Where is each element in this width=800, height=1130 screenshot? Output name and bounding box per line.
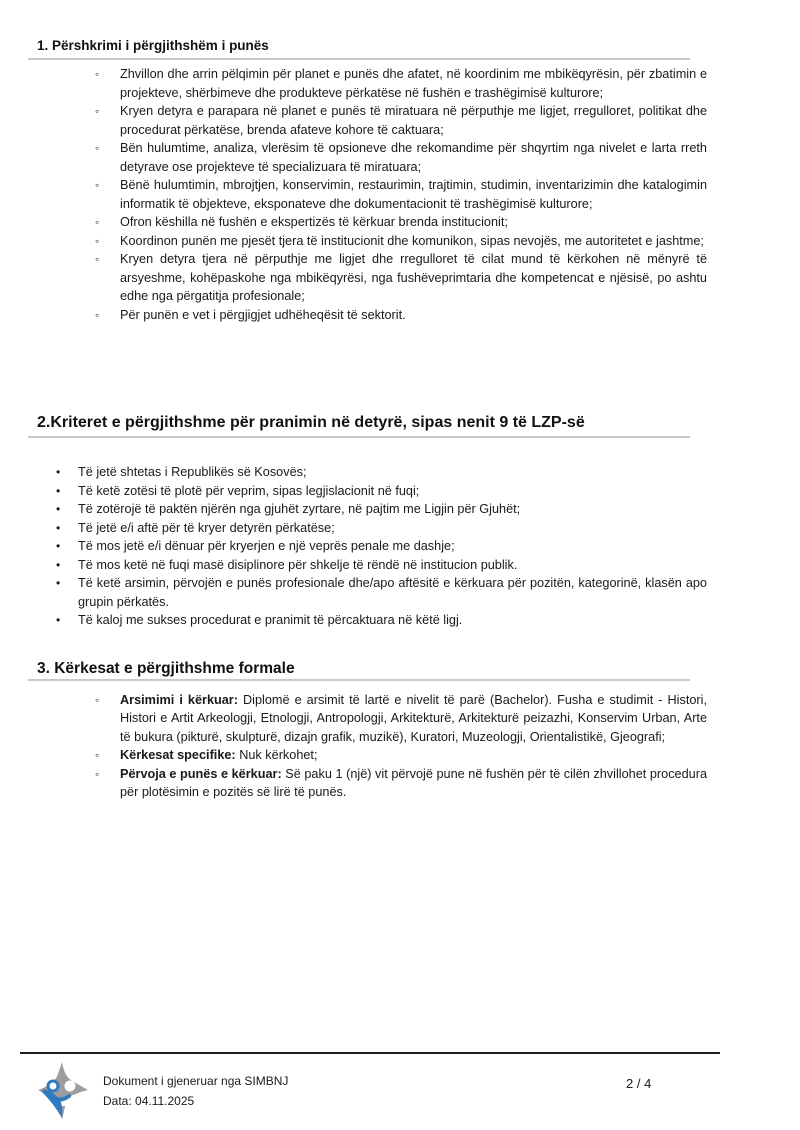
list-item [28, 519, 707, 538]
list-item-text: Të ketë arsimin, përvojën e punës profesionale dhe/apo aftësitë e kërkuara për pozitën, kategorinë, klasën apo grupin përkatës. [78, 576, 707, 609]
circle-bullet-icon: ◦ [95, 178, 100, 192]
list-item [28, 537, 707, 556]
dot-bullet-icon: • [56, 613, 61, 627]
generated-by-text: Dokument i gjeneruar nga SIMBNJ [103, 1074, 289, 1088]
list-item-text: Zhvillon dhe arrin pëlqimin për planet e punës dhe afatet, në koordinim me mbikëqyrësin, për zbatimin e projekteve, shërbimeve dhe produkteve përkatëse në fushën e trashëgimisë kulturore; [120, 67, 707, 100]
section-1-list [28, 65, 707, 324]
requirement-label: Arsimimi i kërkuar: [120, 692, 238, 707]
list-item-text: Për punën e vet i përgjigjet udhëheqësit të sektorit. [120, 307, 406, 322]
list-item [28, 746, 707, 765]
list-item-text: Kryen detyra e parapara në planet e punës të miratuara në përputhje me ligjet, rregulloret, politikat dhe procedurat përkatëse, brenda afateve kohore të caktuara; [120, 104, 707, 137]
section-1-title: 1. Përshkrimi i përgjithshëm i punës [28, 37, 690, 60]
list-item [28, 500, 707, 519]
list-item-text: Kryen detyra tjera në përputhje me ligjet dhe rregulloret të cilat mund të kërkohen në mënyrë të arsyeshme, kohëpaskohe nga mbikëqyrësi, nga fushëveprimtaria dhe kompetencat e njësisë, po ashtu edhe nga përgatitja profesionale; [120, 252, 707, 303]
list-item [28, 691, 707, 747]
dot-bullet-icon: • [56, 557, 61, 572]
requirement-label: Përvoja e punës e kërkuar: [120, 766, 282, 781]
circle-bullet-icon: ◦ [95, 252, 100, 266]
requirement-text: Nuk kërkohet; [239, 748, 318, 762]
section-formal-requirements [28, 659, 707, 802]
circle-bullet-icon: ◦ [95, 141, 100, 155]
list-item-text: Të mos jetë e/i dënuar për kryerjen e një veprës penale me dashje; [78, 539, 455, 553]
dot-bullet-icon: • [56, 539, 61, 553]
circle-bullet-icon: ◦ [95, 104, 100, 118]
requirement-text: Diplomë e arsimit të lartë e nivelit të parë (Bachelor). Fusha e studimit - Histori, Histori e Artit Arkeologji, Etnologji, Antropologji, Arkitekturë, Arkitekturë peizazhi, Konservim Urban, Arte të bukura (pikturë, skulpturë, dizajn grafik, muzikë), Kuratori, Muzeologji, Orientalistikë, Gjeografi; [120, 692, 707, 744]
dot-bullet-icon: • [56, 465, 61, 479]
list-item-text: Bënë hulumtimin, mbrojtjen, konservimin, restaurimin, trajtimin, studimin, inventarizimin dhe katalogimin informatik të objekteve, eksponateve dhe dokumentacionit të trashëgimisë kulturore; [120, 178, 707, 211]
list-item-text: Bën hulumtime, analiza, vlerësim të opsioneve dhe rekomandime për shqyrtim nga nivelet e larta rreth detyrave ose projekteve të specializuara të miratuara; [120, 141, 707, 174]
list-item [28, 765, 707, 802]
list-item-text: Të jetë shtetas i Republikës së Kosovës; [78, 465, 307, 479]
circle-bullet-icon: ◦ [95, 233, 100, 248]
list-item [28, 176, 707, 213]
list-item-text: Të kaloj me sukses procedurat e pranimit të përcaktuara në këtë ligj. [78, 613, 463, 627]
list-item-text: Të mos ketë në fuqi masë disiplinore për shkelje të rëndë në institucion publik. [78, 557, 518, 572]
list-item [28, 482, 707, 501]
section-job-description [28, 37, 707, 324]
list-item-text: Koordinon punën me pjesët tjera të institucionit dhe komunikon, sipas nevojës, me autoritetet e jashtme; [120, 233, 704, 248]
requirement-text: Së paku 1 (një) vit përvojë pune në fushën për të cilën zhvillohet procedura për plotësimin e pozitës së lirë të punës. [120, 766, 707, 799]
section-3-list [28, 691, 707, 802]
list-item [28, 463, 707, 482]
circle-bullet-icon: ◦ [95, 307, 100, 322]
date-text: Data: 04.11.2025 [103, 1094, 195, 1108]
list-item [28, 574, 707, 611]
dot-bullet-icon: • [56, 502, 61, 516]
circle-bullet-icon: ◦ [95, 67, 100, 81]
list-item [28, 139, 707, 176]
list-item [28, 232, 707, 251]
list-item [28, 556, 707, 575]
page-number: 2 / 4 [626, 1076, 652, 1091]
section-2-list [28, 463, 707, 630]
list-item-text: Ofron këshilla në fushën e ekspertizës të kërkuar brenda institucionit; [120, 215, 508, 229]
page-footer [20, 1052, 720, 1120]
list-item-text: Të jetë e/i aftë për të kryer detyrën përkatëse; [78, 520, 335, 535]
circle-bullet-icon: ◦ [95, 748, 100, 762]
dot-bullet-icon: • [56, 576, 61, 590]
section-3-title: 3. Kërkesat e përgjithshme formale [28, 660, 690, 681]
list-item [28, 213, 707, 232]
dot-bullet-icon: • [56, 483, 61, 498]
list-item [28, 102, 707, 139]
dot-bullet-icon: • [56, 520, 61, 535]
footer-meta [103, 1054, 288, 1111]
list-item-text: Të zotërojë të paktën njërën nga gjuhët zyrtare, në pajtim me Ligjin për Gjuhët; [78, 502, 521, 516]
section-2-title: 2.Kriteret e përgjithshme për pranimin në detyrë, sipas nenit 9 të LZP-së [28, 413, 690, 438]
list-item [28, 250, 707, 306]
section-admission-criteria [28, 413, 707, 630]
circle-bullet-icon: ◦ [95, 215, 100, 229]
list-item [28, 306, 707, 325]
circle-bullet-icon: ◦ [95, 766, 100, 781]
requirement-label: Kërkesat specifike: [120, 748, 236, 762]
simbnj-logo-icon [36, 1062, 88, 1120]
circle-bullet-icon: ◦ [95, 692, 100, 707]
list-item [28, 611, 707, 630]
footer-body [20, 1054, 720, 1120]
list-item [28, 65, 707, 102]
list-item-text: Të ketë zotësi të plotë për veprim, sipas legjislacionit në fuqi; [78, 483, 420, 498]
